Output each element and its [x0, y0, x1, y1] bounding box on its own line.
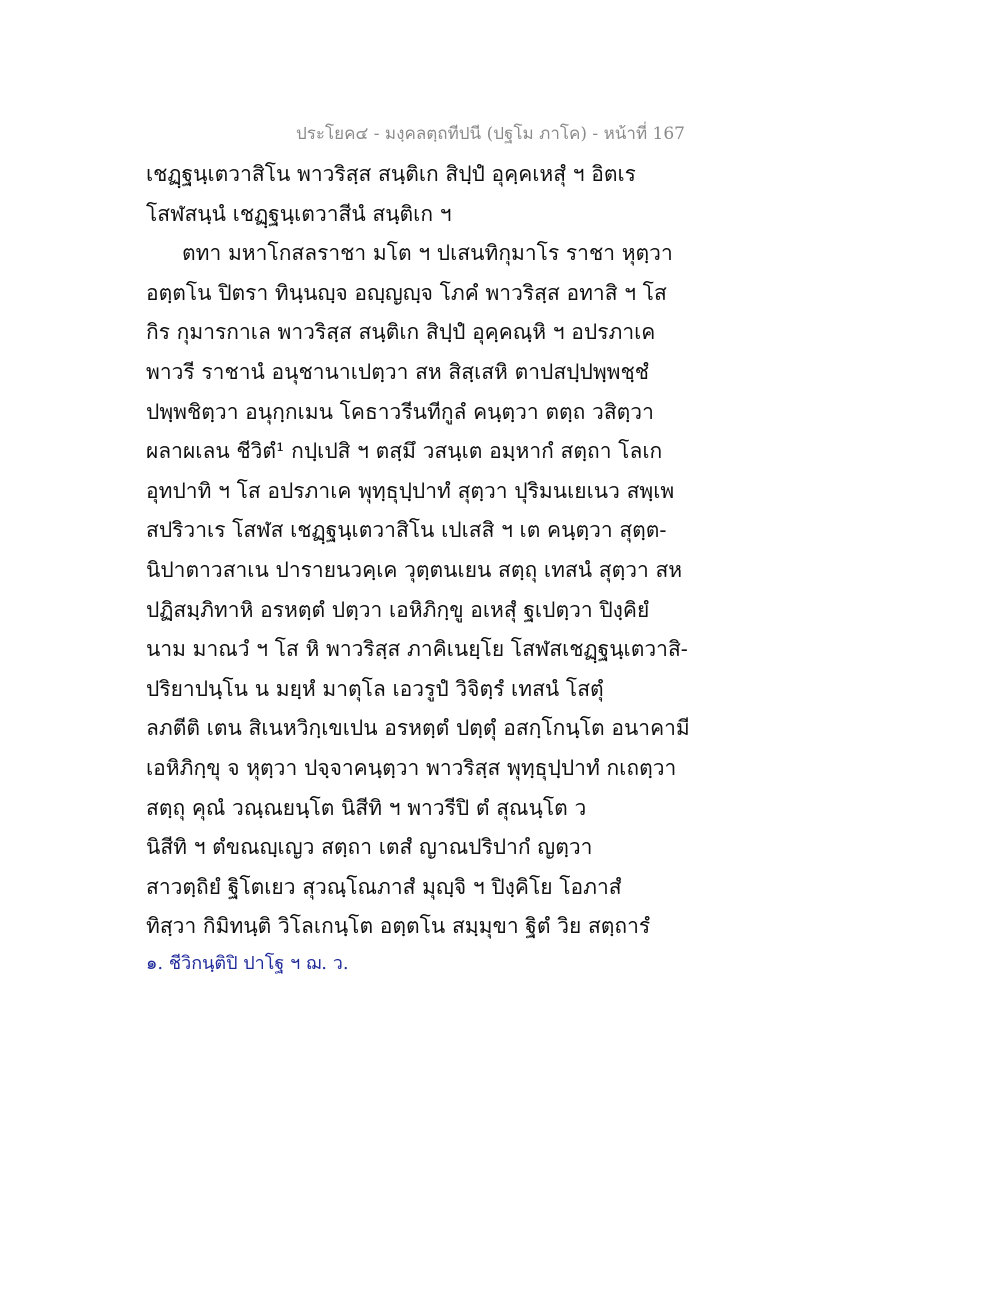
footnote: ๑. ชีวิกนฺติปิ ปาโฐ ฯ ฌ. ว. [146, 953, 349, 974]
text-line: สาวตฺถิยํ ฐิโตเยว สุวณฺโณภาสํ มุญฺจิ ฯ ปิงฺคิโย โอภาสํ [146, 874, 622, 899]
text-line: ทิสฺวา กิมิทนฺติ วิโลเกนฺโต อตฺตโน สมฺมุขา ฐิตํ วิย สตฺถารํ [146, 914, 651, 939]
text-line: นิปาตาวสาเน ปารายนวคฺเค วุตฺตนเยน สตฺถุ เทสนํ สุตฺวา สห [146, 557, 683, 582]
text-line: สปริวาเร โสฬส เชฏฺฐนฺเตวาสิโน เปเสสิ ฯ เต คนฺตฺวา สุตฺต- [146, 518, 667, 543]
text-line: ปริยาปนฺโน น มยฺหํ มาตุโล เอวรูปํ วิจิตฺรํ เทสนํ โสตุํ [146, 676, 604, 701]
text-line: กิร กุมารกาเล พาวริสฺส สนฺติเก สิปฺปํ อุคฺคณฺหิ ฯ อปรภาเค [146, 320, 656, 345]
text-line: เชฏฺฐนฺเตวาสิโน พาวริสฺส สนฺติเก สิปฺปํ อุคฺคเหสุํ ฯ อิตเร [146, 162, 636, 186]
running-header: ประโยค๔ - มงฺคลตฺถทีปนี (ปฐโม ภาโค) - หน้าที่ 167 [296, 124, 685, 144]
text-line: สตฺถุ คุณํ วณฺณยนฺโต นิสีทิ ฯ พาวรีปิ ตํ สุณนฺโต ว [146, 795, 587, 820]
text-line: นาม มาณวํ ฯ โส หิ พาวริสฺส ภาคิเนยฺโย โสฬสเชฏฺฐนฺเตวาสิ- [146, 637, 688, 662]
text-line: อุทปาทิ ฯ โส อปรภาเค พุทฺธุปฺปาทํ สุตฺวา ปุริมนเยเนว สพฺเพ [146, 478, 675, 503]
text-line: ผลาผเลน ชีวิตํ¹ กปฺเปสิ ฯ ตสฺมึ วสนฺเต อมฺหากํ สตฺถา โลเก [146, 439, 663, 464]
text-line: นิสีทิ ฯ ตํขณญฺเญว สตฺถา เตสํ ญาณปริปากํ ญตฺวา [146, 835, 593, 860]
text-line: ปฏิสมฺภิทาหิ อรหตฺตํ ปตฺวา เอหิภิกฺขู อเหสุํ ฐเปตฺวา ปิงฺคิยํ [146, 597, 650, 622]
body-text [146, 155, 690, 947]
text-line: โสฬสนฺนํ เชฏฺฐนฺเตวาสีนํ สนฺติเก ฯ [146, 201, 452, 226]
text-line: ลภตีติ เตน สิเนหวิกฺเขเปน อรหตฺตํ ปตฺตุํ อสกฺโกนฺโต อนาคามี [146, 716, 690, 741]
text-line: พาวรี ราชานํ อนุชานาเปตฺวา สห สิสฺเสหิ ตาปสปฺปพฺพชฺชํ [146, 359, 650, 384]
text-line: เอหิภิกฺขุ จ หุตฺวา ปจฺจาคนฺตฺวา พาวริสฺส พุทฺธุปฺปาทํ กเถตฺวา [146, 755, 677, 780]
paragraph-start-line: ตทา มหาโกสลราชา มโต ฯ ปเสนทิกุมาโร ราชา หุตฺวา [182, 241, 673, 266]
text-line: อตฺตโน ปิตรา ทินฺนญฺจ อญฺญญฺจ โภคํ พาวริสฺส อทาสิ ฯ โส [146, 280, 667, 305]
text-line: ปพฺพชิตฺวา อนุกฺกเมน โคธาวรีนทีกูลํ คนฺตฺวา ตตฺถ วสิตฺวา [146, 399, 654, 424]
